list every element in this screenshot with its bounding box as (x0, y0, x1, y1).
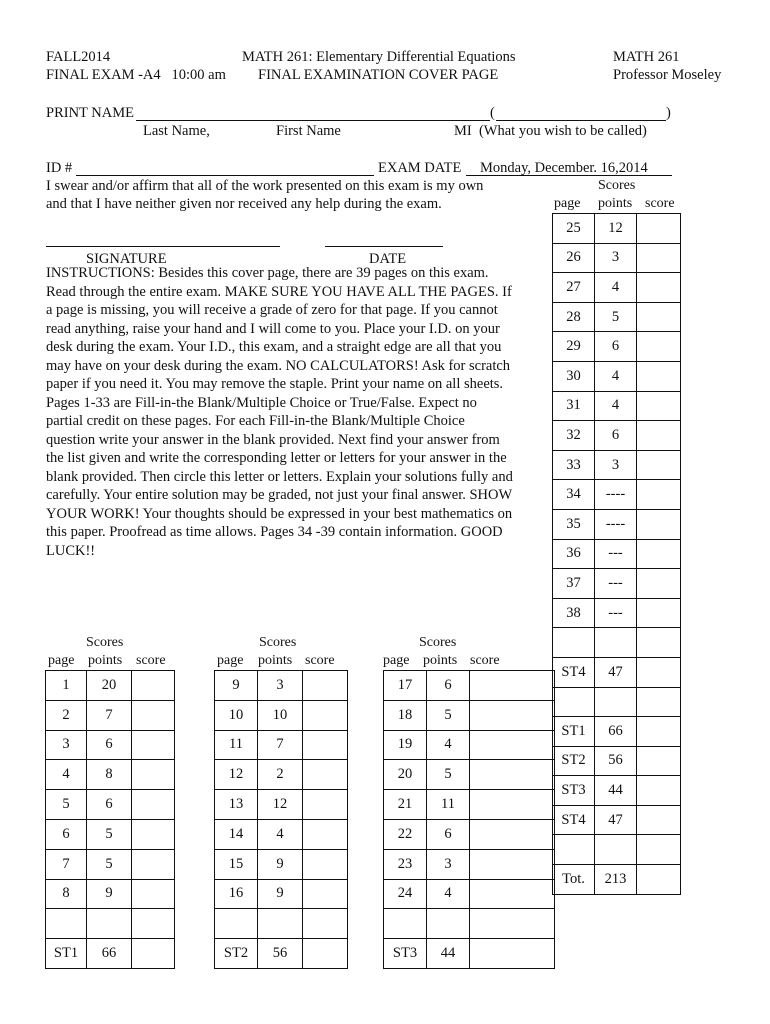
points-cell: ---- (595, 509, 637, 539)
points-cell: 47 (595, 657, 637, 687)
print-name-label: PRINT NAME (46, 105, 134, 121)
score-cell[interactable] (637, 509, 681, 539)
points-cell (258, 909, 303, 939)
page-cell: 10 (215, 700, 258, 730)
score-cell[interactable] (637, 569, 681, 599)
page-cell: 16 (215, 879, 258, 909)
points-cell: 11 (427, 790, 470, 820)
page-cell: 33 (553, 450, 595, 480)
page-cell: 4 (46, 760, 87, 790)
table-row (215, 700, 348, 730)
points-cell: 44 (595, 776, 637, 806)
page-cell: 17 (384, 671, 427, 701)
points-cell (427, 909, 470, 939)
score-table-4 (552, 213, 681, 895)
table-row (553, 569, 681, 599)
points-cell: 12 (595, 214, 637, 244)
points-cell: 3 (258, 671, 303, 701)
course-code: MATH 261 (613, 49, 680, 65)
points-cell: 66 (87, 939, 132, 969)
table-row (46, 909, 175, 939)
score-cell[interactable] (637, 865, 681, 895)
col-points-2: points (258, 653, 293, 668)
score-cell[interactable] (303, 909, 348, 939)
page-cell: 18 (384, 700, 427, 730)
page-cell: 34 (553, 480, 595, 510)
score-cell[interactable] (470, 730, 555, 760)
score-cell[interactable] (637, 391, 681, 421)
score-cell[interactable] (470, 909, 555, 939)
col-score-2: score (305, 653, 335, 668)
score-cell[interactable] (470, 790, 555, 820)
score-cell[interactable] (637, 450, 681, 480)
points-cell: 7 (258, 730, 303, 760)
page-cell: 31 (553, 391, 595, 421)
term-label: FALL2014 (46, 49, 111, 65)
points-cell: 5 (595, 302, 637, 332)
points-cell: 4 (595, 361, 637, 391)
table-row (384, 671, 555, 701)
page-cell: 29 (553, 332, 595, 362)
page-cell: 38 (553, 598, 595, 628)
points-cell: 6 (427, 671, 470, 701)
page-cell (215, 909, 258, 939)
score-cell[interactable] (637, 717, 681, 747)
affirmation-line-1: I swear and/or affirm that all of the work presented on this exam is my own (46, 178, 484, 194)
instructions-paragraph: INSTRUCTIONS: Besides this cover page, there are 39 pages on this exam. Read through the entire exam. MAKE SURE YOU HAVE ALL THE PAGES. If a page is missing, you will receive a grade of zero for that page. If you cannot read anything, raise your hand and I will come to you. Place your I.D. on your desk during the exam. Your I.D., this exam, and a straight edge are all that you may have on your desk during the exam. NO CALCULATORS! Ask for scratch paper if you need it. You may remove the staple. Print your name on all sheets. Pages 1-33 are Fill-in-the Blank/Multiple Choice or True/False. Expect no partial credit on these pages. For each Fill-in-the Blank/Multiple Choice question write your answer in the blank provided. Next find your answer from the list given and write the corresponding letter or letters for your answer in the blank provided. Then circle this letter or letters. Explain your solutions fully and carefully. Your entire solution may be graded, not just your final answer. SHOW YOUR WORK! Your thoughts should be expressed in your best mathematics on this paper. Proofread as time allows. Pages 34 -39 contain information. GOOD LUCK!! (46, 265, 513, 559)
col-page-3: page (383, 653, 410, 668)
table-row (46, 819, 175, 849)
table-row (215, 730, 348, 760)
table-row (215, 939, 348, 969)
table-row (46, 760, 175, 790)
page-cell: 14 (215, 819, 258, 849)
last-name-label: Last Name, (143, 123, 210, 139)
page-cell: 3 (46, 730, 87, 760)
page-cell: ST1 (553, 717, 595, 747)
page-cell: 28 (553, 302, 595, 332)
col-score-1: score (136, 653, 166, 668)
preferred-name-blank[interactable] (496, 120, 666, 121)
scores-heading-1: Scores (86, 635, 124, 650)
table-row (553, 539, 681, 569)
table-row (553, 450, 681, 480)
table-row (46, 939, 175, 969)
table-row (384, 790, 555, 820)
page-cell: 36 (553, 539, 595, 569)
score-cell[interactable] (132, 700, 175, 730)
points-cell: 6 (87, 790, 132, 820)
course-title: MATH 261: Elementary Differential Equations (242, 49, 516, 65)
id-blank[interactable] (76, 175, 374, 176)
score-cell[interactable] (637, 302, 681, 332)
page-cell: 6 (46, 819, 87, 849)
points-cell: 56 (595, 746, 637, 776)
page-cell: 23 (384, 849, 427, 879)
exam-time-label: FINAL EXAM -A4 10:00 am (46, 67, 226, 83)
signature-blank[interactable] (46, 246, 280, 247)
scores-heading-2: Scores (259, 635, 297, 650)
table-row (553, 805, 681, 835)
score-cell[interactable] (470, 760, 555, 790)
col-score-3: score (470, 653, 500, 668)
score-cell[interactable] (637, 273, 681, 303)
table-row (46, 700, 175, 730)
date-blank[interactable] (325, 246, 443, 247)
points-cell: 6 (595, 421, 637, 451)
points-cell: 9 (258, 849, 303, 879)
table-row (553, 628, 681, 658)
table-row (553, 391, 681, 421)
table-row (46, 671, 175, 701)
table-row (215, 760, 348, 790)
id-label: ID # (46, 160, 73, 176)
table-row (553, 865, 681, 895)
points-cell (87, 909, 132, 939)
table-row (553, 687, 681, 717)
page-cell: ST4 (553, 657, 595, 687)
score-cell[interactable] (303, 730, 348, 760)
points-cell: 5 (427, 760, 470, 790)
col-page-4: page (554, 196, 581, 211)
table-row (553, 835, 681, 865)
page-cell: 32 (553, 421, 595, 451)
score-cell[interactable] (637, 332, 681, 362)
score-cell[interactable] (132, 760, 175, 790)
table-row (46, 730, 175, 760)
table-row (384, 939, 555, 969)
table-row (215, 909, 348, 939)
page-cell: 21 (384, 790, 427, 820)
page-cell: 27 (553, 273, 595, 303)
col-points-1: points (88, 653, 123, 668)
points-cell: ---- (595, 480, 637, 510)
table-row (553, 480, 681, 510)
points-cell: 6 (427, 819, 470, 849)
score-cell[interactable] (132, 730, 175, 760)
page-cell: 7 (46, 849, 87, 879)
table-row (215, 790, 348, 820)
col-page-2: page (217, 653, 244, 668)
points-cell: 47 (595, 805, 637, 835)
score-cell[interactable] (303, 939, 348, 969)
points-cell: 5 (87, 849, 132, 879)
score-cell[interactable] (303, 790, 348, 820)
page-cell: 30 (553, 361, 595, 391)
points-cell: 2 (258, 760, 303, 790)
score-cell[interactable] (637, 361, 681, 391)
table-row (553, 746, 681, 776)
exam-date-label: EXAM DATE (378, 160, 462, 176)
first-name-label: First Name (276, 123, 341, 139)
points-cell: 3 (595, 243, 637, 273)
points-cell: 9 (258, 879, 303, 909)
page-cell: 9 (215, 671, 258, 701)
score-cell[interactable] (132, 939, 175, 969)
scores-heading-3: Scores (419, 635, 457, 650)
table-row (553, 717, 681, 747)
score-cell[interactable] (470, 879, 555, 909)
col-score-4: score (645, 196, 675, 211)
page-cell (553, 835, 595, 865)
points-cell: 5 (87, 819, 132, 849)
points-cell: 12 (258, 790, 303, 820)
points-cell: 56 (258, 939, 303, 969)
page-cell: 37 (553, 569, 595, 599)
points-cell: 4 (427, 730, 470, 760)
table-row (215, 671, 348, 701)
print-name-blank[interactable] (136, 120, 490, 121)
score-cell[interactable] (637, 746, 681, 776)
page-cell: 35 (553, 509, 595, 539)
table-row (384, 700, 555, 730)
score-cell[interactable] (303, 879, 348, 909)
page-cell: 2 (46, 700, 87, 730)
points-cell: 3 (595, 450, 637, 480)
page-cell: ST4 (553, 805, 595, 835)
page-cell: 22 (384, 819, 427, 849)
page-cell: ST2 (553, 746, 595, 776)
table-row (553, 243, 681, 273)
points-cell: 9 (87, 879, 132, 909)
cover-page-title: FINAL EXAMINATION COVER PAGE (258, 67, 499, 83)
table-row (384, 909, 555, 939)
table-row (46, 790, 175, 820)
score-cell[interactable] (637, 598, 681, 628)
points-cell: 44 (427, 939, 470, 969)
score-cell[interactable] (470, 939, 555, 969)
page-cell: ST2 (215, 939, 258, 969)
table-row (553, 509, 681, 539)
page-cell: 26 (553, 243, 595, 273)
open-paren: ( (490, 105, 495, 121)
page-cell: 11 (215, 730, 258, 760)
points-cell: 5 (427, 700, 470, 730)
score-cell[interactable] (303, 819, 348, 849)
score-cell[interactable] (303, 849, 348, 879)
points-cell (595, 835, 637, 865)
professor-name: Professor Moseley (613, 67, 722, 83)
page-cell (46, 909, 87, 939)
affirmation-line-2: and that I have neither given nor received any help during the exam. (46, 196, 442, 212)
close-paren: ) (666, 105, 671, 121)
score-cell[interactable] (132, 671, 175, 701)
page-cell: 5 (46, 790, 87, 820)
points-cell: 4 (595, 391, 637, 421)
signature-label: SIGNATURE (86, 251, 167, 267)
exam-date-underline (466, 175, 672, 176)
page-cell: 13 (215, 790, 258, 820)
page-cell: Tot. (553, 865, 595, 895)
table-row (553, 657, 681, 687)
table-row (553, 214, 681, 244)
table-row (553, 332, 681, 362)
score-cell[interactable] (637, 835, 681, 865)
score-cell[interactable] (470, 819, 555, 849)
table-row (553, 421, 681, 451)
table-row (46, 849, 175, 879)
points-cell: 4 (595, 273, 637, 303)
points-cell: 4 (258, 819, 303, 849)
points-cell: 3 (427, 849, 470, 879)
table-row (553, 598, 681, 628)
score-cell[interactable] (637, 628, 681, 658)
score-cell[interactable] (637, 657, 681, 687)
score-cell[interactable] (637, 480, 681, 510)
points-cell (595, 687, 637, 717)
score-cell[interactable] (470, 671, 555, 701)
score-cell[interactable] (470, 849, 555, 879)
score-cell[interactable] (132, 879, 175, 909)
score-cell[interactable] (637, 805, 681, 835)
score-cell[interactable] (637, 539, 681, 569)
page-cell (553, 628, 595, 658)
score-cell[interactable] (637, 776, 681, 806)
page-cell: ST1 (46, 939, 87, 969)
col-points-4: points (598, 196, 633, 211)
points-cell: 6 (595, 332, 637, 362)
scores-heading-4: Scores (598, 178, 636, 193)
page-cell: ST3 (553, 776, 595, 806)
points-cell (595, 628, 637, 658)
score-table-2 (214, 670, 348, 969)
points-cell: --- (595, 598, 637, 628)
col-points-3: points (423, 653, 458, 668)
points-cell: 7 (87, 700, 132, 730)
mi-label: MI (What you wish to be called) (454, 123, 647, 139)
exam-date-value: Monday, December. 16,2014 (480, 160, 648, 176)
table-row (384, 730, 555, 760)
points-cell: 10 (258, 700, 303, 730)
score-cell[interactable] (303, 671, 348, 701)
page-cell: 8 (46, 879, 87, 909)
page-cell: 1 (46, 671, 87, 701)
score-cell[interactable] (637, 687, 681, 717)
table-row (384, 819, 555, 849)
table-row (215, 879, 348, 909)
score-cell[interactable] (132, 849, 175, 879)
score-cell[interactable] (132, 819, 175, 849)
page-cell: 24 (384, 879, 427, 909)
points-cell: 6 (87, 730, 132, 760)
table-row (553, 302, 681, 332)
score-cell[interactable] (637, 243, 681, 273)
table-row (215, 819, 348, 849)
page-cell (384, 909, 427, 939)
points-cell: 8 (87, 760, 132, 790)
page-cell: 12 (215, 760, 258, 790)
score-cell[interactable] (637, 421, 681, 451)
points-cell: --- (595, 569, 637, 599)
page-cell: 20 (384, 760, 427, 790)
table-row (553, 361, 681, 391)
score-cell[interactable] (303, 700, 348, 730)
col-page-1: page (48, 653, 75, 668)
score-cell[interactable] (637, 214, 681, 244)
page-cell: 15 (215, 849, 258, 879)
points-cell: 20 (87, 671, 132, 701)
score-cell[interactable] (470, 700, 555, 730)
points-cell: 66 (595, 717, 637, 747)
score-table-3 (383, 670, 555, 969)
points-cell: 213 (595, 865, 637, 895)
score-table-1 (45, 670, 175, 969)
table-row (384, 760, 555, 790)
page-cell: ST3 (384, 939, 427, 969)
table-row (46, 879, 175, 909)
points-cell: --- (595, 539, 637, 569)
score-cell[interactable] (132, 909, 175, 939)
table-row (384, 849, 555, 879)
points-cell: 4 (427, 879, 470, 909)
table-row (553, 273, 681, 303)
score-cell[interactable] (303, 760, 348, 790)
page-cell: 25 (553, 214, 595, 244)
page-cell (553, 687, 595, 717)
table-row (215, 849, 348, 879)
score-cell[interactable] (132, 790, 175, 820)
page-cell: 19 (384, 730, 427, 760)
table-row (384, 879, 555, 909)
date-label: DATE (369, 251, 407, 267)
table-row (553, 776, 681, 806)
